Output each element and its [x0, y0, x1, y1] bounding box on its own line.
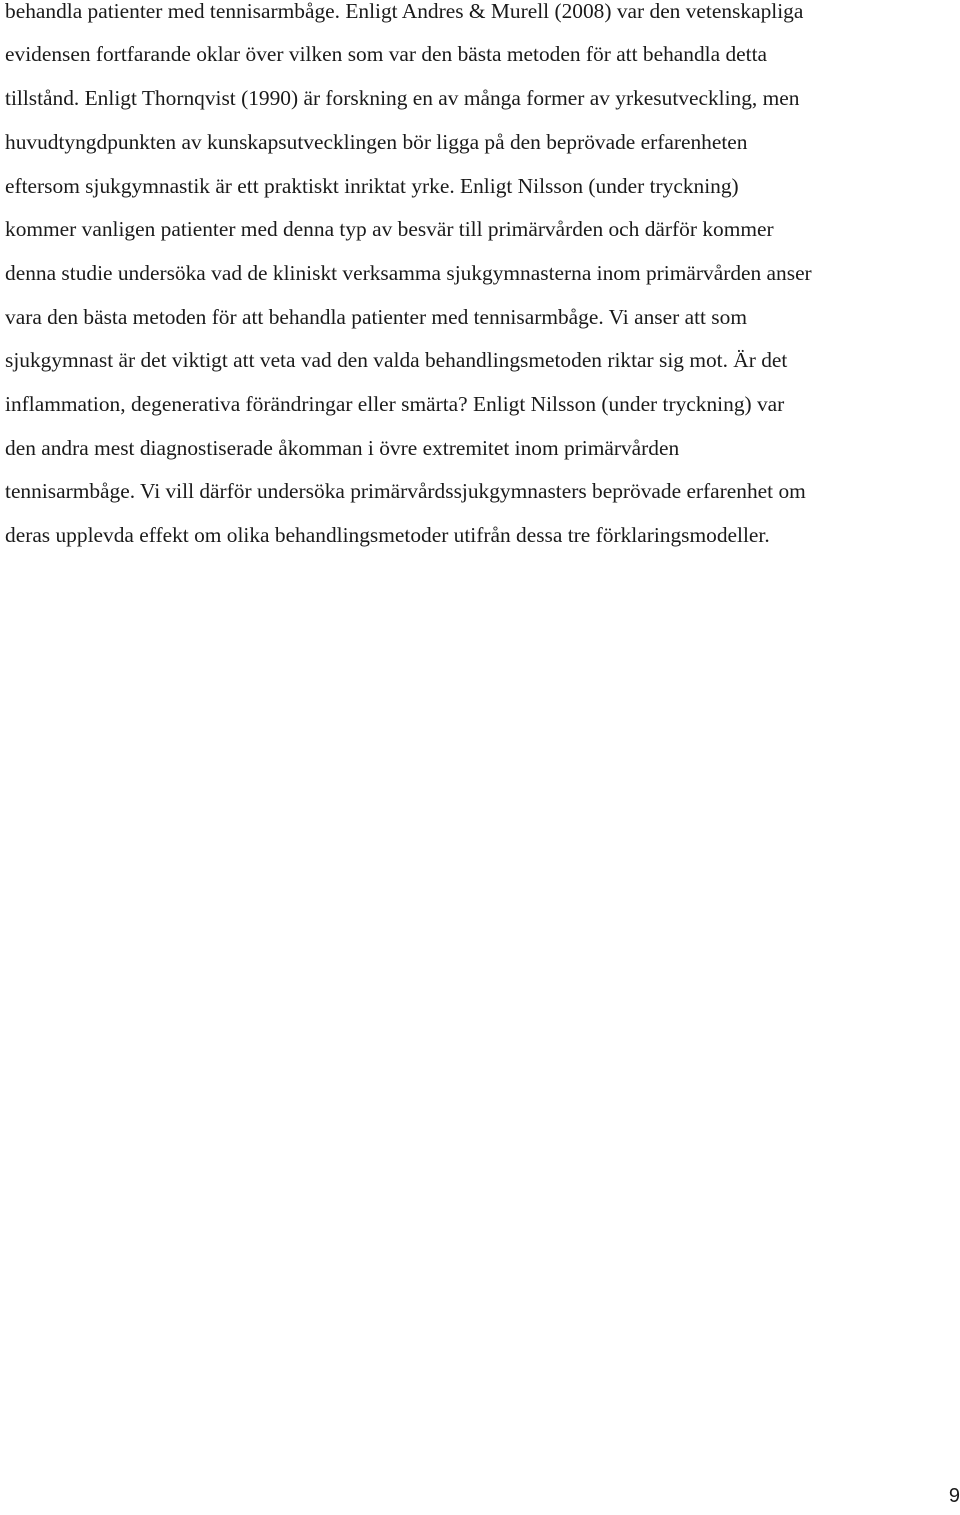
text-line: inflammation, degenerativa förändringar eller smärta? Enligt Nilsson (under tryckning) var	[5, 392, 785, 416]
text-line: tennisarmbåge. Vi vill därför undersöka primärvårdssjukgymnasters beprövade erfarenhet om	[5, 479, 806, 503]
text-line: vara den bästa metoden för att behandla patienter med tennisarmbåge. Vi anser att som	[5, 305, 747, 329]
text-line: evidensen fortfarande oklar över vilken som var den bästa metoden för att behandla detta	[5, 42, 768, 66]
text-line: den andra mest diagnostiserade åkomman i övre extremitet inom primärvården	[5, 436, 680, 460]
text-line: denna studie undersöka vad de kliniskt verksamma sjukgymnasterna inom primärvården anser	[5, 261, 812, 285]
page-number: 9	[948, 1485, 960, 1507]
text-line: behandla patienter med tennisarmbåge. Enligt Andres & Murell (2008) var den vetenskapliga	[5, 0, 804, 23]
text-line: eftersom sjukgymnastik är ett praktiskt inriktat yrke. Enligt Nilsson (under tryckning)	[5, 174, 739, 198]
text-line: deras upplevda effekt om olika behandlingsmetoder utifrån dessa tre förklaringsmodeller.	[5, 523, 770, 547]
text-line: kommer vanligen patienter med denna typ av besvär till primärvården och därför kommer	[5, 217, 774, 241]
text-line: sjukgymnast är det viktigt att veta vad den valda behandlingsmetoden riktar sig mot. Är det	[5, 348, 788, 372]
text-line: tillstånd. Enligt Thornqvist (1990) är forskning en av många former av yrkesutveckling, men	[5, 86, 800, 110]
text-line: huvudtyngdpunkten av kunskapsutvecklingen bör ligga på den beprövade erfarenheten	[5, 130, 748, 154]
